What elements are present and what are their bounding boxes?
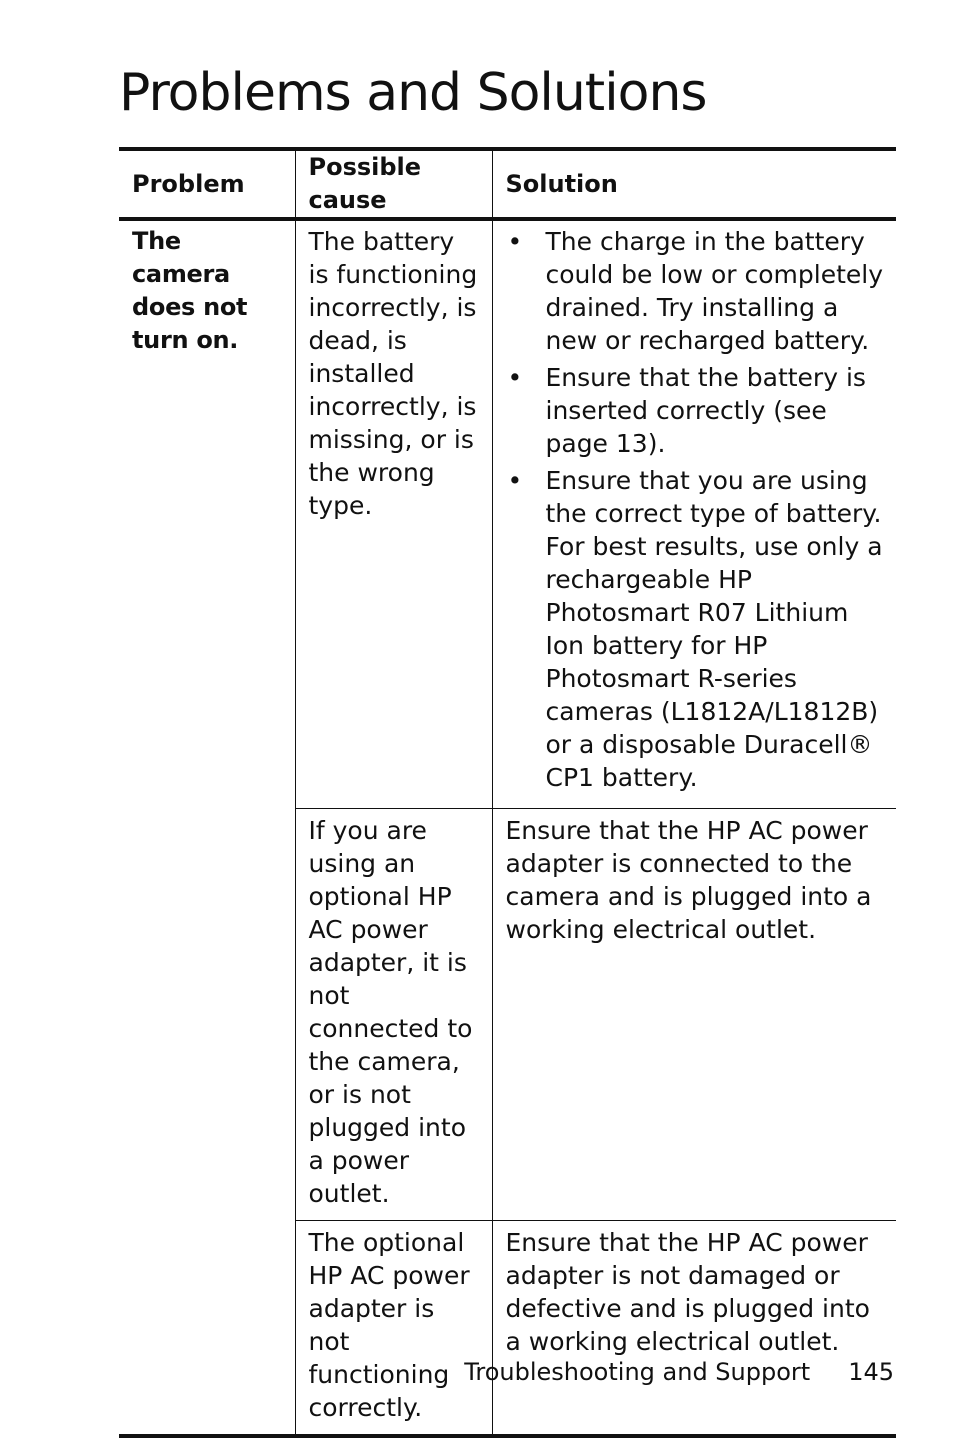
solution-bullet: • The charge in the battery could be low or completely drained. Try installing a new or recharged battery. [506, 225, 887, 357]
solution-cell [492, 219, 896, 809]
page-number: 145 [848, 1358, 894, 1386]
solution-bullet-list [506, 225, 887, 794]
header-problem: Problem [119, 149, 295, 219]
problems-solutions-table [119, 147, 896, 1438]
problem-cell: The camera does not turn on. [119, 219, 295, 1436]
solution-bullet: • Ensure that you are using the correct type of battery. For best results, use only a rechargeable HP Photosmart R07 Lithium Ion battery for HP Photosmart R-series cameras (L1812A/L1812B) or a disposable Duracell® CP1 battery. [506, 464, 887, 794]
page-footer [464, 1354, 894, 1390]
header-possible-cause: Possible cause [295, 149, 492, 219]
cause-cell: The battery is functioning incorrectly, is dead, is installed incorrectly, is missing, or is the wrong type. [295, 219, 492, 809]
solution-bullet: • Ensure that the battery is inserted correctly (see page 13). [506, 361, 887, 460]
table-row [119, 219, 896, 809]
header-solution: Solution [492, 149, 896, 219]
footer-section-title: Troubleshooting and Support [464, 1358, 811, 1386]
cause-cell: If you are using an optional HP AC power adapter, it is not connected to the camera, or is not plugged into a power outlet. [295, 809, 492, 1221]
table-header-row [119, 149, 896, 219]
page-title: Problems and Solutions [119, 63, 707, 123]
cause-cell: The optional HP AC power adapter is not functioning correctly. [295, 1221, 492, 1437]
solution-cell: Ensure that the HP AC power adapter is connected to the camera and is plugged into a working electrical outlet. [492, 809, 896, 1221]
solution-cell: Ensure that the HP AC power adapter is not damaged or defective and is plugged into a working electrical outlet. [492, 1221, 896, 1437]
